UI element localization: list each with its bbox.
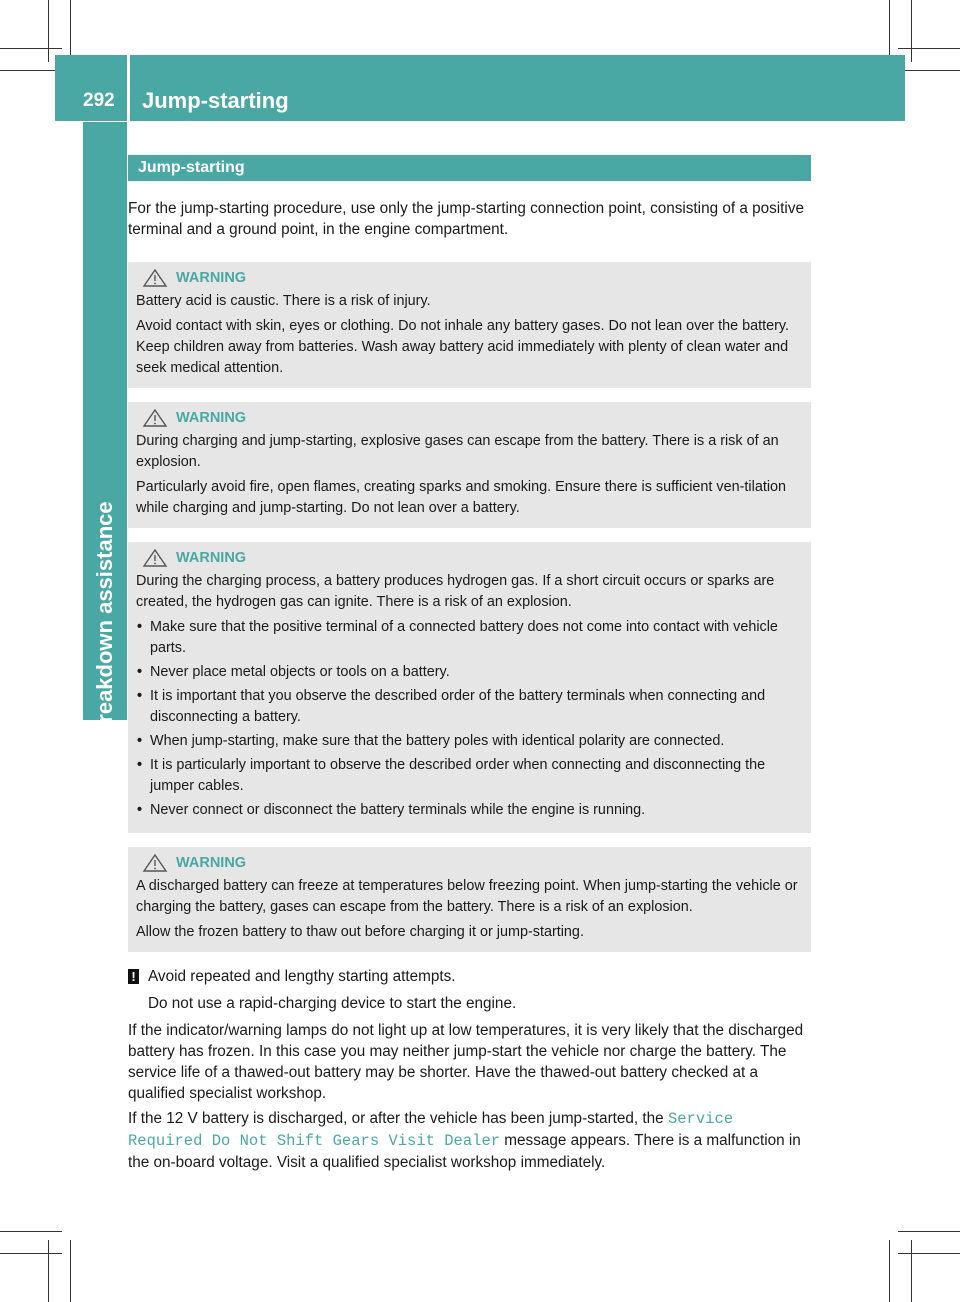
crop-mark bbox=[911, 0, 912, 62]
chapter-tab-label: Breakdown assistance bbox=[92, 501, 117, 739]
warning-bullet-list bbox=[136, 617, 803, 821]
note-text: Avoid repeated and lengthy starting attempts. bbox=[148, 968, 456, 985]
warning-text: Battery acid is caustic. There is a risk of injury. bbox=[136, 293, 431, 309]
warning-label: WARNING bbox=[176, 270, 247, 286]
warning-box bbox=[128, 262, 811, 388]
crop-mark bbox=[898, 1231, 960, 1232]
crop-mark bbox=[898, 1253, 960, 1254]
list-item: • Never connect or disconnect the battery terminals while the engine is running. bbox=[136, 800, 803, 821]
body-paragraph bbox=[128, 1108, 811, 1173]
crop-mark bbox=[898, 70, 960, 71]
crop-mark bbox=[0, 1231, 62, 1232]
warning-text: During charging and jump-starting, explosive gases can escape from the battery. There is a risk of an explosion. bbox=[136, 433, 779, 470]
intro-paragraph: For the jump-starting procedure, use only the jump-starting connection point, consisting of a positive terminal and a ground point, in the engine compartment. bbox=[128, 200, 804, 238]
crop-mark bbox=[898, 48, 960, 49]
crop-mark bbox=[889, 1240, 890, 1302]
warning-label: WARNING bbox=[176, 410, 247, 426]
header-title: Jump-starting bbox=[142, 88, 289, 113]
list-item: • Never place metal objects or tools on a battery. bbox=[136, 662, 803, 683]
warning-label: WARNING bbox=[176, 550, 247, 566]
warning-header bbox=[136, 408, 803, 428]
crop-mark bbox=[889, 0, 890, 62]
warning-text: A discharged battery can freeze at temperatures below freezing point. When jump-starting the vehicle or charging the battery, gases can escape from the battery. There is a risk of an explosion. bbox=[136, 878, 798, 915]
body-text: If the 12 V battery is discharged, or after the vehicle has been jump-started, the bbox=[128, 1110, 668, 1127]
warning-triangle-icon bbox=[142, 853, 168, 873]
list-item: • Make sure that the positive terminal of a connected battery does not come into contact with vehicle parts. bbox=[136, 617, 803, 659]
exclamation-icon: ! bbox=[128, 969, 139, 984]
note-block bbox=[128, 966, 811, 1014]
warning-header bbox=[136, 853, 803, 873]
crop-mark bbox=[0, 48, 62, 49]
warning-triangle-icon bbox=[142, 548, 168, 568]
warning-box bbox=[128, 847, 811, 952]
crop-mark bbox=[0, 1253, 62, 1254]
crop-mark bbox=[0, 70, 62, 71]
section-title: Jump-starting bbox=[128, 155, 811, 181]
list-item: • When jump-starting, make sure that the battery poles with identical polarity are connected. bbox=[136, 731, 803, 752]
display-message: Service Required Do Not Shift Gears Visit Dealer bbox=[128, 1110, 734, 1150]
warning-triangle-icon bbox=[142, 408, 168, 428]
warning-box bbox=[128, 402, 811, 528]
warning-text: Allow the frozen battery to thaw out before charging it or jump-starting. bbox=[136, 924, 584, 940]
warning-triangle-icon bbox=[142, 268, 168, 288]
warning-text: Particularly avoid fire, open flames, creating sparks and smoking. Ensure there is sufficient ven-tilation while charging and jump-starting. Do not lean over a battery. bbox=[136, 479, 787, 516]
list-item: • It is particularly important to observe the described order when connecting and disconnecting the jumper cables. bbox=[136, 755, 803, 797]
main-content bbox=[128, 155, 811, 1177]
crop-mark bbox=[70, 1240, 71, 1302]
note-text: Do not use a rapid-charging device to start the engine. bbox=[148, 995, 517, 1012]
crop-mark bbox=[911, 1240, 912, 1302]
warning-text: During the charging process, a battery produces hydrogen gas. If a short circuit occurs or sparks are created, the hydrogen gas can ignite. There is a risk of an explosion. bbox=[136, 573, 775, 610]
body-paragraph: If the indicator/warning lamps do not light up at low temperatures, it is very likely that the discharged battery has frozen. In this case you may neither jump-start the vehicle nor charge the battery. The service life of a thawed-out battery may be shorter. Have the thawed-out battery checked at a qualified specialist workshop. bbox=[128, 1022, 804, 1102]
list-item: • It is important that you observe the described order of the battery terminals when connecting and disconnecting a battery. bbox=[136, 686, 803, 728]
warning-box bbox=[128, 542, 811, 833]
page-number: 292 bbox=[83, 90, 115, 111]
warning-header bbox=[136, 548, 803, 568]
body-text: message appears. There is a malfunction in the on-board voltage. Visit a qualified specialist workshop immediately. bbox=[128, 1132, 801, 1171]
crop-mark bbox=[48, 0, 49, 62]
header-divider bbox=[127, 55, 130, 121]
crop-mark bbox=[48, 1240, 49, 1302]
warning-header bbox=[136, 268, 803, 288]
warning-label: WARNING bbox=[176, 855, 247, 871]
crop-mark bbox=[70, 0, 71, 62]
warning-text: Avoid contact with skin, eyes or clothing. Do not inhale any battery gases. Do not lean over the battery. Keep children away from batteries. Wash away battery acid immediately with plenty of clean water and seek medical attention. bbox=[136, 318, 790, 376]
